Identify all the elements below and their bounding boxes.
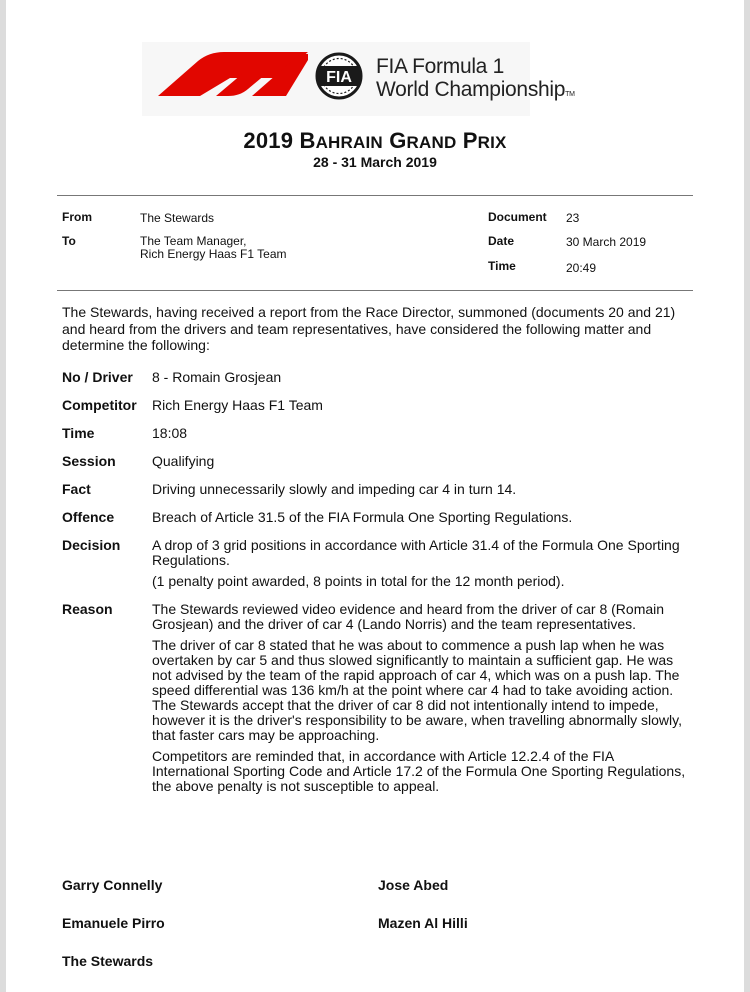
signature-mazen-al-hilli: Mazen Al Hilli — [378, 915, 468, 931]
divider-top — [57, 195, 693, 196]
brand-text — [376, 55, 575, 106]
date-label: Date — [488, 234, 515, 248]
to-line2: Rich Energy Haas F1 Team — [140, 247, 287, 261]
reason-label: Reason — [62, 601, 113, 617]
trademark: TM — [565, 91, 575, 98]
competitor-value: Rich Energy Haas F1 Team — [152, 397, 323, 413]
session-value: Qualifying — [152, 453, 215, 469]
fia-emblem-icon — [308, 52, 370, 100]
decision-label: Decision — [62, 537, 121, 553]
reason-paragraph-2: The driver of car 8 stated that he was about to commence a push lap when he was overtaken by car 5 and thus slowed significantly to maintain a sufficient gap. He was not advised by the team of the rapid approach of car 4, which was on a push lap. The speed differential was 136 km/h at the point where car 4 had to take avoiding action. The Stewards accept that the driver of car 8 did not intentionally intend to impede, however it is the driver's responsibility to be aware, when travelling abnormally slowly, that faster cars may be approaching. — [152, 637, 682, 743]
reason-paragraph-3: Competitors are reminded that, in accordance with Article 12.2.4 of the FIA International Sporting Code and Article 17.2 of the Formula One Sporting Regulations, the above penalty is not susceptible to appeal. — [152, 748, 686, 794]
decision-note: (1 penalty point awarded, 8 points in total for the 12 month period). — [152, 573, 565, 589]
from-label: From — [62, 210, 92, 224]
time-value: 20:49 — [566, 261, 597, 275]
fia-emblem-text: FIA — [326, 69, 352, 86]
event-title: 2019 BAHRAIN GRAND PRIX — [243, 128, 507, 153]
document-value: 23 — [566, 211, 580, 225]
competitor-label: Competitor — [62, 397, 137, 413]
reason-value — [152, 602, 692, 794]
signature-jose-abed: Jose Abed — [378, 877, 449, 893]
time-detail-label: Time — [62, 425, 95, 441]
f1-logo-icon — [158, 52, 308, 96]
decision-text: A drop of 3 grid positions in accordance with Article 31.4 of the Formula One Sporting Regulations. — [152, 537, 680, 568]
time-label: Time — [488, 259, 516, 273]
fact-value: Driving unnecessarily slowly and impeding car 4 in turn 14. — [152, 481, 517, 497]
signature-garry-connelly: Garry Connelly — [62, 877, 163, 893]
fact-label: Fact — [62, 481, 91, 497]
session-label: Session — [62, 453, 116, 469]
divider-bottom — [57, 290, 693, 291]
time-detail-value: 18:08 — [152, 425, 188, 441]
driver-label: No / Driver — [62, 369, 133, 385]
event-dates: 28 - 31 March 2019 — [313, 154, 437, 170]
reason-paragraph-1: The Stewards reviewed video evidence and heard from the driver of car 8 (Romain Grosjean) and the driver of car 4 (Lando Norris) and the team representatives. — [152, 601, 665, 632]
to-line1: The Team Manager, — [140, 234, 247, 248]
from-value: The Stewards — [140, 211, 215, 225]
signature-footer: The Stewards — [62, 953, 154, 969]
decision-value — [152, 538, 692, 589]
to-label: To — [62, 234, 76, 248]
to-value — [140, 235, 287, 261]
offence-label: Offence — [62, 509, 115, 525]
document-label: Document — [488, 210, 547, 224]
date-value: 30 March 2019 — [566, 235, 647, 249]
driver-value: 8 - Romain Grosjean — [152, 369, 282, 385]
brand-line2: World ChampionshipTM — [376, 78, 575, 101]
offence-value: Breach of Article 31.5 of the FIA Formula One Sporting Regulations. — [152, 509, 573, 525]
intro-paragraph: The Stewards, having received a report from the Race Director, summoned (documents 20 and 21) and heard from the drivers and team representatives, have considered the following matter and determine the following: — [62, 304, 676, 353]
signature-emanuele-pirro: Emanuele Pirro — [62, 915, 165, 931]
brand-line1: FIA Formula 1 — [376, 55, 504, 78]
